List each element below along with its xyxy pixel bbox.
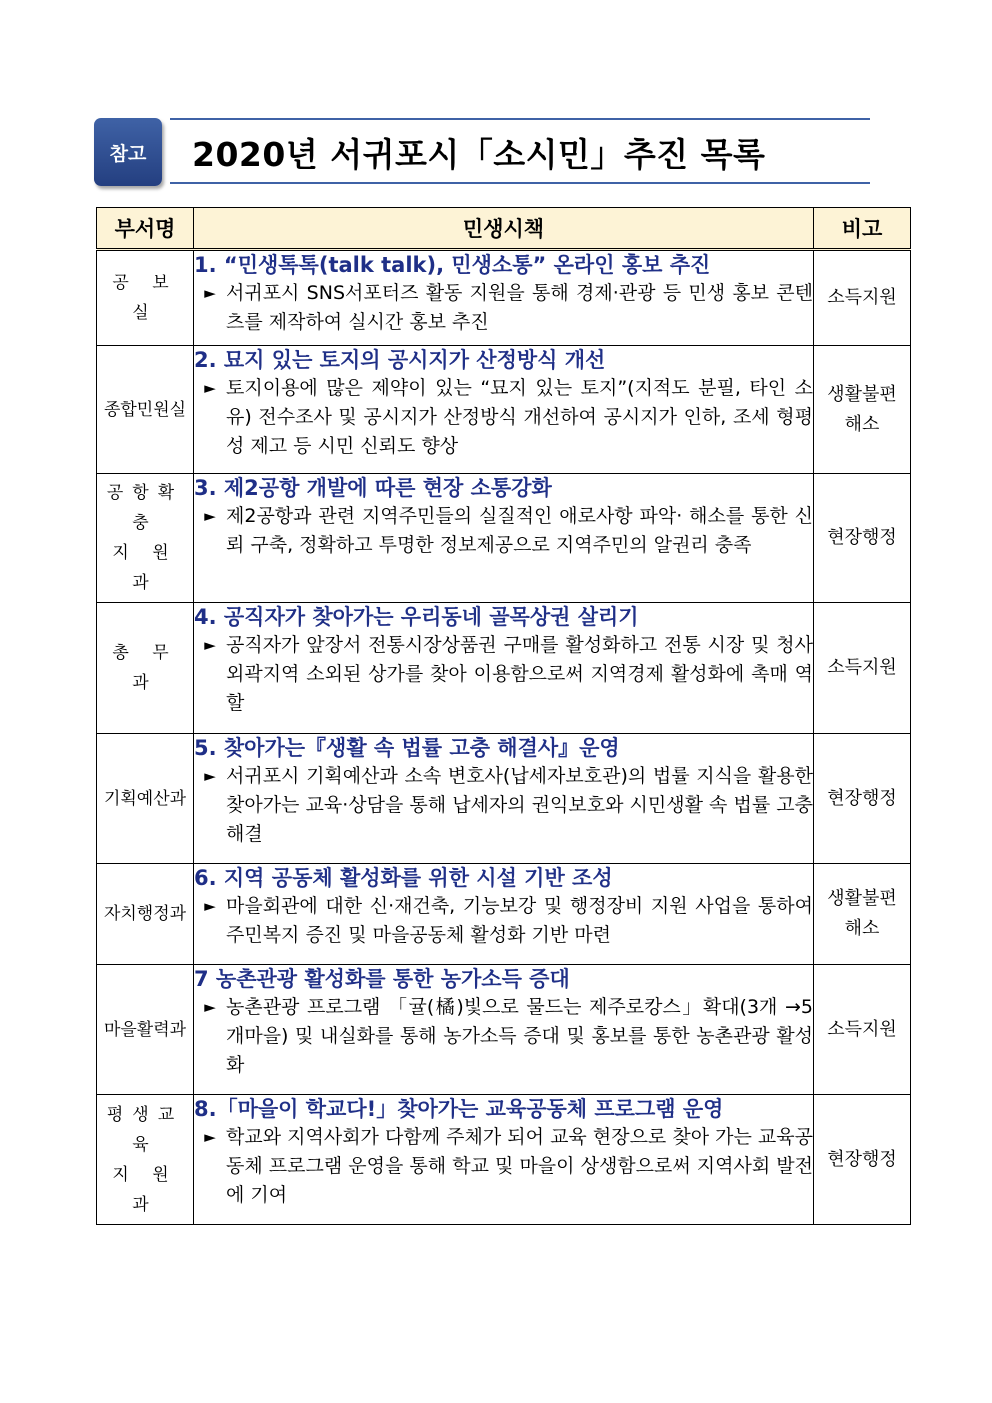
- department-name: 공항확충: [106, 483, 184, 533]
- policy-description: 농촌관광 프로그램 「귤(橘)빛으로 물드는 제주로캉스」확대(3개 →5개마을) 및 내실화를 통해 농가소득 증대 및 홍보를 통한 농촌관광 활성화: [226, 996, 813, 1076]
- policy-cell: [194, 474, 814, 603]
- bullet-arrow-icon: ►: [204, 507, 216, 525]
- bullet-arrow-icon: ►: [204, 284, 216, 302]
- policy-description: 공직자가 앞장서 전통시장상품권 구매를 활성화하고 전통 시장 및 청사 외곽지역 소외된 상가를 찾아 이용함으로써 지역경제 활성화에 촉매 역할: [226, 634, 813, 714]
- note-cell: [814, 864, 911, 965]
- department-cell: [97, 474, 194, 603]
- policy-title: 4. 공직자가 찾아가는 우리동네 골목상권 살리기: [194, 605, 639, 629]
- note-cell: [814, 965, 911, 1095]
- department-cell: [97, 864, 194, 965]
- department-name: 지 원 과: [112, 1164, 178, 1215]
- policy-cell: [194, 1095, 814, 1225]
- policy-cell: [194, 250, 814, 346]
- note-text: 소득지원: [827, 657, 897, 678]
- department-cell: [97, 1095, 194, 1225]
- policy-description: 학교와 지역사회가 다함께 주체가 되어 교육 현장으로 찾아 가는 교육공동체 프로그램 운영을 통해 학교 및 마을이 상생함으로써 지역사회 발전에 기여: [226, 1126, 813, 1206]
- note-text: 생활불편: [827, 888, 897, 909]
- bullet-arrow-icon: ►: [204, 379, 216, 397]
- department-name: 마을활력과: [103, 1019, 187, 1040]
- table-row: [97, 603, 911, 734]
- policy-bullet: [194, 279, 813, 337]
- policy-bullet: [194, 762, 813, 849]
- page-header: [94, 118, 870, 188]
- bullet-arrow-icon: ►: [204, 897, 216, 915]
- department-name: 공 보 실: [112, 273, 178, 323]
- column-header-department: 부서명: [97, 208, 194, 250]
- policy-bullet: [194, 892, 813, 950]
- note-cell: [814, 603, 911, 734]
- policy-description: 서귀포시 기획예산과 소속 변호사(납세자보호관)의 법률 지식을 활용한 찾아가는 교육·상담을 통해 납세자의 권익보호와 시민생활 속 법률 고충 해결: [226, 765, 813, 845]
- policy-title: 3. 제2공항 개발에 따른 현장 소통강화: [194, 476, 552, 500]
- department-cell: [97, 346, 194, 474]
- policy-title: 2. 묘지 있는 토지의 공시지가 산정방식 개선: [194, 348, 606, 372]
- policy-cell: [194, 603, 814, 734]
- page-title: 2020년 서귀포시「소시민」추진 목록: [192, 135, 766, 174]
- bullet-arrow-icon: ►: [204, 1128, 216, 1146]
- policy-bullet: [194, 631, 813, 718]
- department-cell: [97, 603, 194, 734]
- title-bottom-rule: [170, 182, 870, 184]
- policy-title: 6. 지역 공동체 활성화를 위한 시설 기반 조성: [194, 866, 613, 890]
- bullet-arrow-icon: ►: [204, 998, 216, 1016]
- department-cell: [97, 250, 194, 346]
- column-header-policy: 민생시책: [194, 208, 814, 250]
- policy-title: 1. “민생톡톡(talk talk), 민생소통” 온라인 홍보 추진: [194, 253, 711, 277]
- title-top-rule: [170, 118, 870, 120]
- table-row: [97, 965, 911, 1095]
- policy-description: 제2공항과 관련 지역주민들의 실질적인 애로사항 파악· 해소를 통한 신뢰 구축, 정확하고 투명한 정보제공으로 지역주민의 알권리 충족: [226, 505, 813, 556]
- policy-cell: [194, 965, 814, 1095]
- note-cell: [814, 734, 911, 864]
- note-text: 현장행정: [827, 1148, 897, 1170]
- policy-bullet: [194, 993, 813, 1080]
- policy-description: 서귀포시 SNS서포터즈 활동 지원을 통해 경제·관광 등 민생 홍보 콘텐츠를 제작하여 실시간 홍보 추진: [226, 282, 813, 333]
- policy-title: 5. 찾아가는『생활 속 법률 고충 해결사』운영: [194, 736, 620, 760]
- policy-bullet: [194, 1123, 813, 1210]
- department-name: 총 무 과: [112, 643, 178, 693]
- note-text: 소득지원: [827, 287, 897, 308]
- note-text: 현장행정: [827, 787, 897, 809]
- note-text: 현장행정: [827, 527, 897, 548]
- department-name: 자치행정과: [103, 904, 187, 924]
- note-cell: [814, 250, 911, 346]
- column-header-note: 비고: [814, 208, 911, 250]
- note-cell: [814, 1095, 911, 1225]
- note-text: 소득지원: [827, 1018, 897, 1040]
- policy-description: 마을회관에 대한 신·재건축, 기능보강 및 행정장비 지원 사업을 통하여 주민복지 증진 및 마을공동체 활성화 기반 마련: [226, 895, 813, 946]
- bullet-arrow-icon: ►: [204, 767, 216, 785]
- policy-title: 8.「마을이 학교다!」찾아가는 교육공동체 프로그램 운영: [194, 1097, 724, 1121]
- note-cell: [814, 346, 911, 474]
- note-text: 해소: [844, 918, 880, 939]
- table-row: [97, 1095, 911, 1225]
- bullet-arrow-icon: ►: [204, 636, 216, 654]
- department-name: 기획예산과: [103, 788, 187, 809]
- note-text: 해소: [844, 413, 880, 435]
- policy-cell: [194, 346, 814, 474]
- policy-table: [96, 207, 911, 1225]
- policy-bullet: [194, 374, 813, 461]
- note-cell: [814, 474, 911, 603]
- department-cell: [97, 965, 194, 1095]
- department-cell: [97, 734, 194, 864]
- policy-cell: [194, 734, 814, 864]
- reference-badge: 참고: [94, 118, 162, 186]
- table-row: [97, 346, 911, 474]
- department-name: 종합민원실: [103, 399, 187, 420]
- policy-bullet: [194, 502, 813, 560]
- department-name: 평생교육: [106, 1104, 184, 1155]
- table-row: [97, 734, 911, 864]
- table-header-row: [97, 208, 911, 250]
- policy-description: 토지이용에 많은 제약이 있는 “묘지 있는 토지”(지적도 분필, 타인 소유) 전수조사 및 공시지가 산정방식 개선하여 공시지가 인하, 조세 형평성 제고 등 시민 신뢰도 향상: [226, 377, 813, 457]
- table-row: [97, 474, 911, 603]
- policy-title: 7 농촌관광 활성화를 통한 농가소득 증대: [194, 967, 570, 991]
- department-name: 지 원 과: [112, 543, 178, 593]
- table-row: [97, 864, 911, 965]
- policy-cell: [194, 864, 814, 965]
- note-text: 생활불편: [827, 383, 897, 405]
- table-row: [97, 250, 911, 346]
